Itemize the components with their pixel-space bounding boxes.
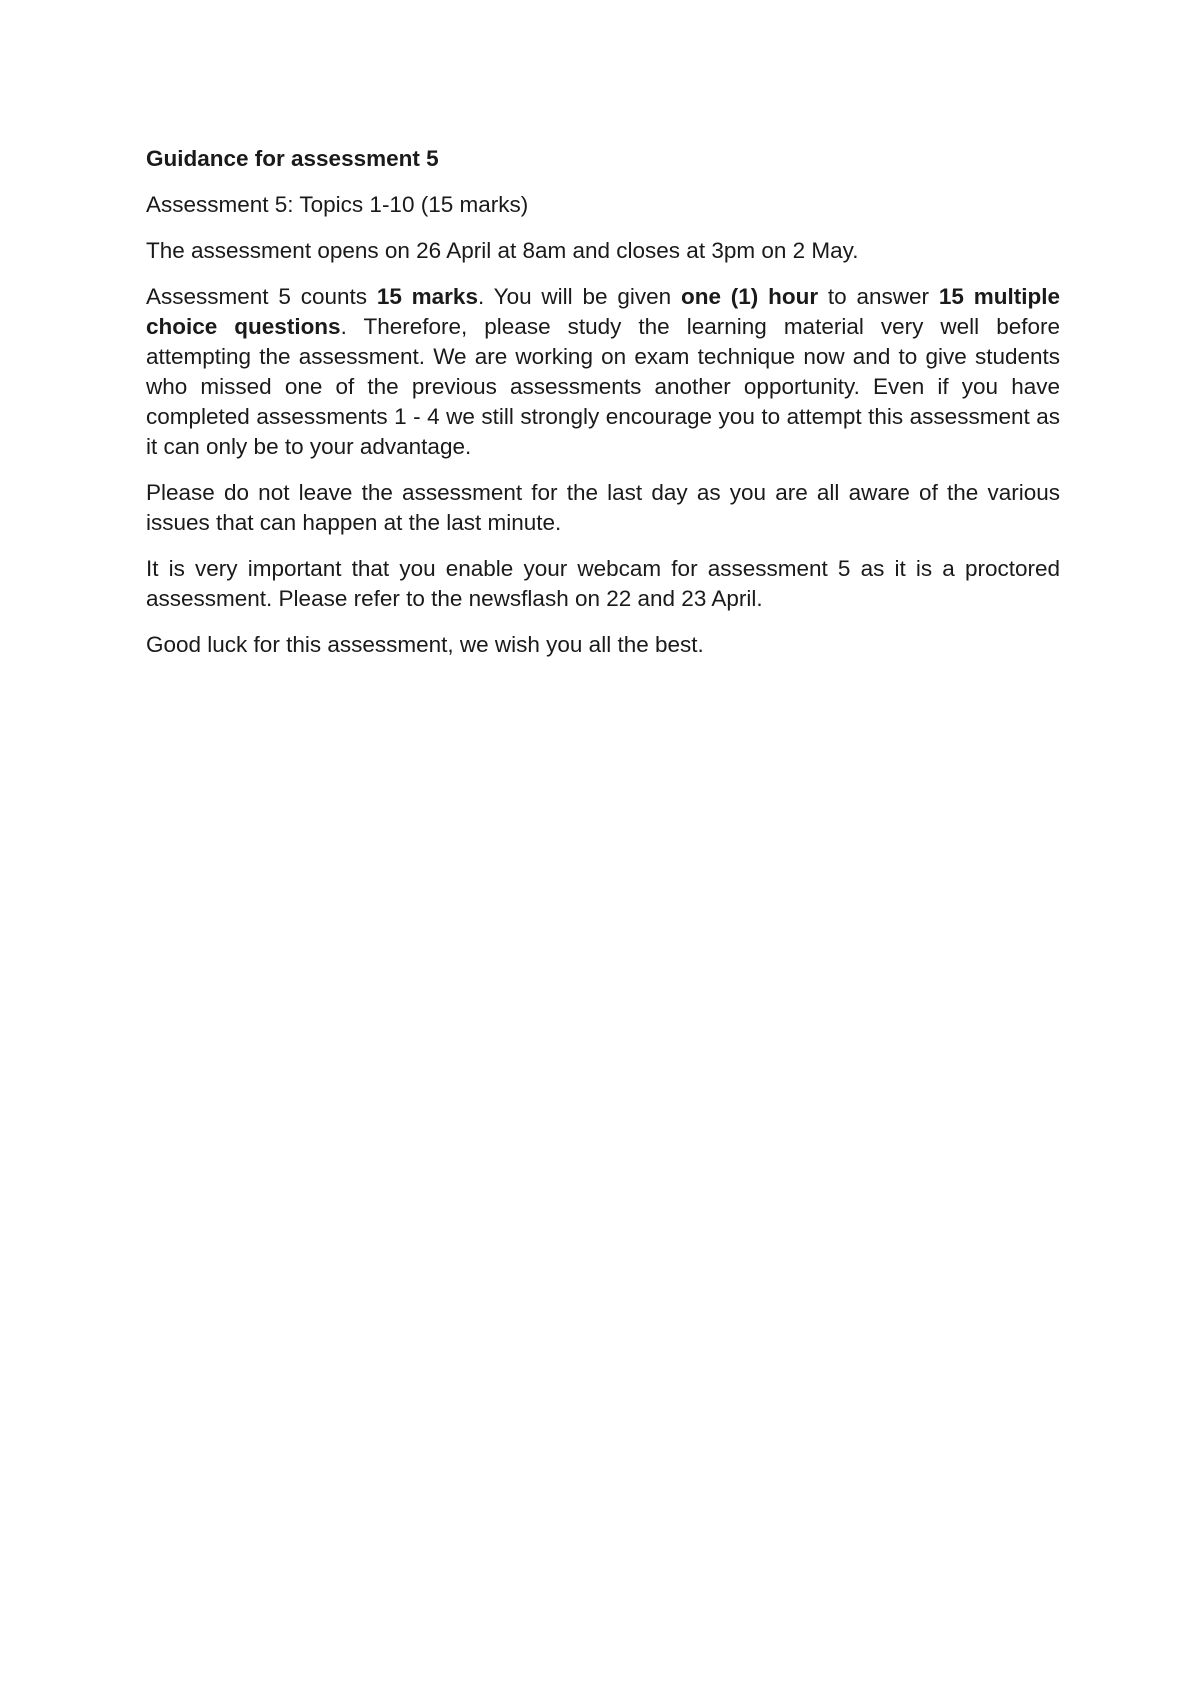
closing-message: Good luck for this assessment, we wish you all the best.: [146, 632, 704, 657]
webcam-notice: It is very important that you enable your webcam for assessment 5 as it is a proctored assessment. Please refer to the newsflash on 22 and 23 April.: [146, 556, 1060, 611]
assessment-dates: The assessment opens on 26 April at 8am and closes at 3pm on 2 May.: [146, 238, 859, 263]
duration-emphasis: one (1) hour: [680, 284, 819, 309]
question-count-emphasis: 15 multiple choice questions: [146, 284, 1060, 339]
details-text-1: Assessment 5 counts: [146, 284, 377, 309]
details-text-4: . Therefore, please study the learning material very well before attempting the assessment. We are working on exam technique now and to give students who missed one of the previous assessments another opportunity. Even if you have completed assessments 1 - 4 we still strongly encourage you to attempt this assessment as it can only be to your advantage.: [146, 314, 1060, 459]
last-day-notice: Please do not leave the assessment for the last day as you are all aware of the various issues that can happen at the last minute.: [146, 480, 1060, 535]
assessment-details-paragraph: [146, 282, 1060, 462]
details-text-2: . You will be given: [477, 284, 681, 309]
page-title: Guidance for assessment 5: [146, 146, 439, 171]
document-body: [146, 144, 1060, 676]
marks-emphasis: 15 marks: [376, 284, 478, 309]
assessment-subtitle: Assessment 5: Topics 1-10 (15 marks): [146, 192, 529, 217]
details-text-3: to answer: [818, 284, 939, 309]
